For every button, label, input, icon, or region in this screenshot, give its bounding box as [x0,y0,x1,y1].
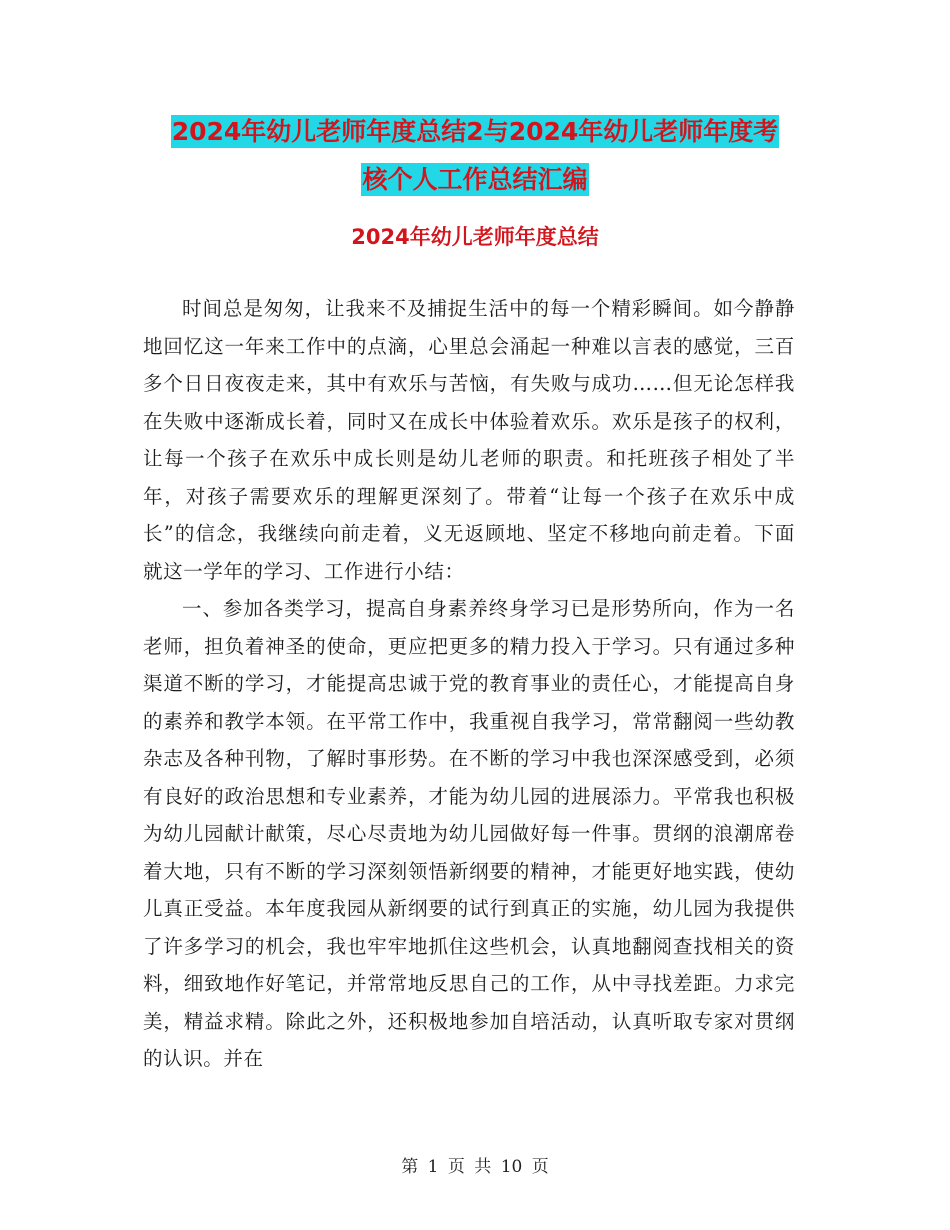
section-heading: 2024年幼儿老师年度总结 [351,225,599,249]
document-title-line-1: 2024年幼儿老师年度总结2与2024年幼儿老师年度考 [171,117,779,146]
page-footer: 第 1 页 共 10 页 [401,1157,549,1177]
document-title [0,108,950,204]
paragraph-study: 一、参加各类学习，提高自身素养终身学习已是形势所向，作为一名老师，担负着神圣的使命，更应把更多的精力投入于学习。只有通过多种渠道不断的学习，才能提高忠诚于党的教育事业的责任心，才能提高自身的素养和教学本领。在平常工作中，我重视自我学习，常常翻阅一些幼教杂志及各种刊物，了解时事形势。在不断的学习中我也深深感受到，必须有良好的政治思想和专业素养，才能为幼儿园的进展添力。平常我也积极为幼儿园献计献策，尽心尽责地为幼儿园做好每一件事。贯纲的浪潮席卷着大地，只有不断的学习深刻领悟新纲要的精神，才能更好地实践，使幼儿真正受益。本年度我园从新纲要的试行到真正的实施，幼儿园为我提供了许多学习的机会，我也牢牢地抓住这些机会，认真地翻阅查找相关的资料，细致地作好笔记，并常常地反思自己的工作，从中寻找差距。力求完美，精益求精。除此之外，还积极地参加自培活动，认真听取专家对贯纲的认识。并在 [143,597,795,1070]
document-body [143,290,795,1078]
document-title-line-2: 核个人工作总结汇编 [362,165,588,194]
paragraph-intro: 时间总是匆匆，让我来不及捕捉生活中的每一个精彩瞬间。如今静静地回忆这一年来工作中的点滴，心里总会涌起一种难以言表的感觉，三百多个日日夜夜走来，其中有欢乐与苦恼，有失败与成功……但无论怎样我在失败中逐渐成长着，同时又在成长中体验着欢乐。欢乐是孩子的权利，让每一个孩子在欢乐中成长则是幼儿老师的职责。和托班孩子相处了半年，对孩子需要欢乐的理解更深刻了。带着“让每一个孩子在欢乐中成长”的信念，我继续向前走着，义无返顾地、坚定不移地向前走着。下面就这一学年的学习、工作进行小结： [143,297,795,583]
